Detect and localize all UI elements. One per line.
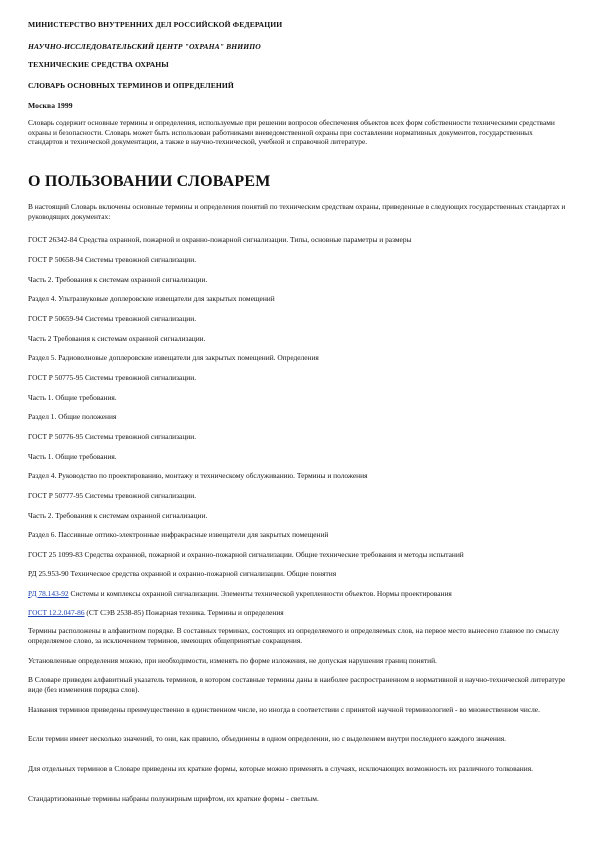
list-item: ГОСТ 26342-84 Средства охранной, пожарной и охранно-пожарной сигнализации. Типы, основные параметры и размеры <box>28 235 412 244</box>
list-item-linked <box>28 589 568 599</box>
lead-paragraph: В настоящий Словарь включены основные термины и определения понятий по техническим средствам охраны, приведенные в следующих государственных стандартах и руководящих документах: <box>28 202 566 221</box>
list-item: Раздел 6. Пассивные оптико-электронные инфракрасные извещатели для закрытых помещений <box>28 530 329 539</box>
subject-heading: ТЕХНИЧЕСКИЕ СРЕДСТВА ОХРАНЫ <box>28 60 169 69</box>
list-item-text: (СТ СЭВ 2538-85) Пожарная техника. Термины и определения <box>84 608 284 617</box>
list-item: ГОСТ 25 1099-83 Средства охранной, пожарной и охранно-пожарной сигнализации. Общие технические требования и методы испытаний <box>28 550 464 559</box>
list-item: ГОСТ Р 50775-95 Системы тревожной сигнализации. <box>28 373 197 382</box>
center-heading: НАУЧНО-ИССЛЕДОВАТЕЛЬСКИЙ ЦЕНТР "ОХРАНА" ВНИИПО <box>28 42 261 51</box>
list-item: Часть 2. Требования к системам охранной сигнализации. <box>28 275 208 284</box>
note-paragraph: В Словаре приведен алфавитный указатель терминов, в котором составные термины даны в наиболее распространенном в нормативной и научно-технической литературе виде (без изменения порядка слов). <box>28 675 566 694</box>
gost-12-2-047-86-link[interactable]: ГОСТ 12.2.047-86 <box>28 608 85 617</box>
list-item-text: Системы и комплексы охранной сигнализации. Элементы технической укрепленности объектов. Нормы проектирования <box>68 589 452 598</box>
dictionary-title: СЛОВАРЬ ОСНОВНЫХ ТЕРМИНОВ И ОПРЕДЕЛЕНИЙ <box>28 81 234 90</box>
list-item: ГОСТ Р 50658-94 Системы тревожной сигнализации. <box>28 255 197 264</box>
note-paragraph: Установленные определения можно, при необходимости, изменять по форме изложения, не допуская нарушения границ понятий. <box>28 656 437 665</box>
note-paragraph: Термины расположены в алфавитном порядке. В составных терминах, состоящих из определяемого и определяемых слов, на первое место вынесено главное по смыслу определяемое слово, за исключением терминов, имеющих общепринятые сокращения. <box>28 626 560 645</box>
list-item: Часть 1. Общие требования. <box>28 393 117 402</box>
note-paragraph: Если термин имеет несколько значений, то они, как правило, объединены в одном определении, но с выделением внутри последнего каждого значения. <box>28 734 507 743</box>
intro-paragraph: Словарь содержит основные термины и определения, используемые при решении вопросов обеспечения объектов всех форм собственности техническими средствами охраны и безопасности. Словарь может быть использован работниками вневедомственной охраны при составлении нормативных документов, государственных стандартов и технической документации, а также в научно-технической, учебной и справочной литературе. <box>28 118 555 147</box>
list-item: Часть 2. Требования к системам охранной сигнализации. <box>28 511 208 520</box>
list-item: Часть 2 Требования к системам охранной сигнализации. <box>28 334 206 343</box>
list-item: Раздел 5. Радиоволновые доплеровские извещатели для закрытых помещений. Определения <box>28 353 319 362</box>
list-item: Раздел 4. Руководство по проектированию, монтажу и техническому обслуживанию. Термины и положения <box>28 471 368 480</box>
list-item-linked <box>28 608 568 618</box>
note-paragraph: Стандартизованные термины набраны полужирным шрифтом, их краткие формы - светлым. <box>28 794 319 803</box>
list-item: ГОСТ Р 50777-95 Системы тревожной сигнализации. <box>28 491 197 500</box>
list-item: Раздел 1. Общие положения <box>28 412 117 421</box>
note-paragraph: Для отдельных терминов в Словаре приведены их краткие формы, которые можно применять в случаях, исключающих возможность их различного толкования. <box>28 764 533 773</box>
note-paragraph: Названия терминов приведены преимущественно в единственном числе, но иногда в соответствии с принятой научной терминологией - во множественном числе. <box>28 705 540 714</box>
list-item: Раздел 4. Ультразвуковые доплеровские извещатели для закрытых помещений <box>28 294 275 303</box>
list-item: Часть 1. Общие требования. <box>28 452 117 461</box>
list-item: ГОСТ Р 50659-94 Системы тревожной сигнализации. <box>28 314 197 323</box>
ministry-heading: МИНИСТЕРСТВО ВНУТРЕННИХ ДЕЛ РОССИЙСКОЙ ФЕДЕРАЦИИ <box>28 20 283 29</box>
place-year: Москва 1999 <box>28 101 73 110</box>
rd-78-143-92-link[interactable]: РД 78.143-92 <box>28 589 69 598</box>
list-item: РД 25.953-90 Техническое средства охранной и охранно-пожарной сигнализации. Общие понятия <box>28 569 337 578</box>
list-item: ГОСТ Р 50776-95 Системы тревожной сигнализации. <box>28 432 197 441</box>
section-title: О ПОЛЬЗОВАНИИ СЛОВАРЕМ <box>28 173 271 190</box>
